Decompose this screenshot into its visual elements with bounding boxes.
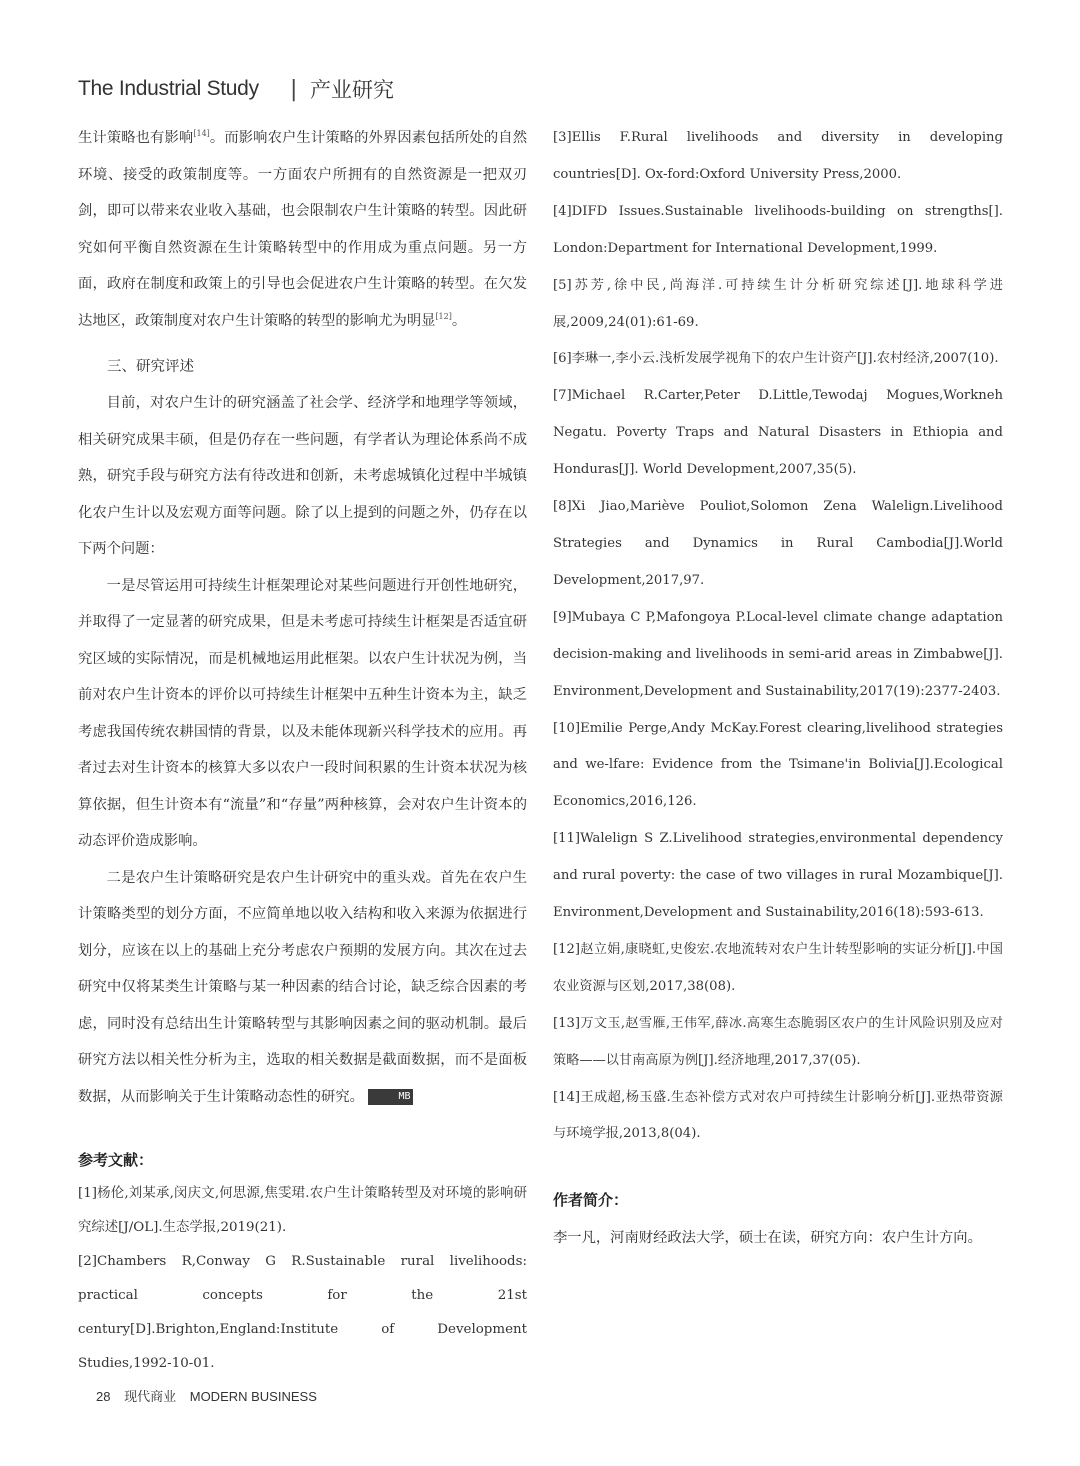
section-heading: 三、研究评述 — [107, 359, 194, 375]
reference-item: [4]DIFD Issues.Sustainable livelihoods-building on strengths[]. London:Department for International Development,1999. — [553, 203, 1003, 256]
paragraph-1-text-b: 。而影响农户生计策略的外界因素包括所处的自然环境、接受的政策制度等。一方面农户所拥有的自然资源是一把双刃剑，即可以带来农业收入基础，也会限制农户生计策略的转型。因此研究如何平衡自然资源在生计策略转型中的作用成为重点问题。另一方面，政府在制度和政策上的引导也会促进农户生计策略的转型。在欠发达地区，政策制度对农户生计策略的转型的影响尤为明显 — [78, 130, 528, 329]
reference-item: [9]Mubaya C P,Mafongoya P.Local-level climate change adaptation decision-making and livelihoods in semi-arid areas in Zimbabwe[J]. Environment,Development and Sustainability,2017(19):2377-2403. — [553, 609, 1003, 699]
page-number: 28 — [96, 1389, 111, 1404]
citation-12: [12] — [435, 311, 452, 321]
reference-item: [3]Ellis F.Rural livelihoods and diversity in developing countries[D]. Ox-ford:Oxford University Press,2000. — [553, 130, 1003, 182]
reference-item: [14]王成超,杨玉盛.生态补偿方式对农户可持续生计影响分析[J].亚热带资源与环境学报,2013,8(04). — [553, 1089, 1003, 1142]
header-separator: | — [290, 76, 298, 102]
reference-item: [8]Xi Jiao,Mariève Pouliot,Solomon Zena Walelign.Livelihood Strategies and Dynamics in Rural Cambodia[J].World Development,2017,97. — [553, 499, 1003, 588]
paragraph-4 — [78, 860, 527, 1116]
paragraph-3: 一是尽管运用可持续生计框架理论对某些问题进行开创性地研究，并取得了一定显著的研究成果，但是未考虑可持续生计框架是否适宜研究区域的实际情况，而是机械地运用此框架。以农户生计状况为例，当前对农户生计资本的评价以可持续生计框架中五种生计资本为主，缺乏考虑我国传统农耕国情的背景，以及未能体现新兴科学技术的应用。再者过去对生计资本的核算大多以农户一段时间积累的生计资本状况为核算依据，但生计资本有“流量”和“存量”两种核算，会对农户生计资本的动态评价造成影响。 — [78, 577, 527, 849]
reference-item: [7]Michael R.Carter,Peter D.Little,Tewodaj Mogues,Workneh Negatu. Poverty Traps and Natural Disasters in Ethiopia and Honduras[J]. World Development,2007,35(5). — [553, 388, 1003, 478]
page-footer — [96, 1386, 327, 1405]
author-bio-text: 李一凡，河南财经政法大学，硕士在读，研究方向：农户生计方向。 — [553, 1230, 982, 1247]
paragraph-4-text: 二是农户生计策略研究是农户生计研究中的重头戏。首先在农户生计策略类型的划分方面，不应简单地以收入结构和收入来源为依据进行划分，应该在以上的基础上充分考虑农户预期的发展方向。其次在过去研究中仅将某类生计策略与某一种因素的结合讨论，缺乏综合因素的考虑，同时没有总结出生计策略转型与其影响因素之间的驱动机制。最后研究方法以相关性分析为主，选取的相关数据是截面数据，而不是面板数据，从而影响关于生计策略动态性的研究。 — [78, 869, 527, 1105]
reference-item: [5]苏芳,徐中民,尚海洋.可持续生计分析研究综述[J].地球科学进展,2009,24(01):61-69. — [553, 277, 1003, 330]
reference-item: [12]赵立娟,康晓虹,史俊宏.农地流转对农户生计转型影响的实证分析[J].中国农业资源与区划,2017,38(08). — [553, 941, 1003, 994]
paragraph-2: 目前，对农户生计的研究涵盖了社会学、经济学和地理学等领域，相关研究成果丰硕，但是仍存在一些问题，有学者认为理论体系尚不成熟，研究手段与研究方法有待改进和创新，未考虑城镇化过程中半城镇化农户生计以及宏观方面等问题。除了以上提到的问题之外，仍存在以下两个问题： — [78, 395, 527, 557]
header-english-title: The Industrial Study — [78, 77, 259, 100]
journal-name-en: MODERN BUSINESS — [189, 1389, 317, 1404]
paragraph-1-text-a: 生计策略也有影响 — [78, 130, 194, 146]
paragraph-1 — [78, 120, 527, 339]
citation-14: [14] — [193, 129, 210, 139]
reference-item: [10]Emilie Perge,Andy McKay.Forest clearing,livelihood strategies and we-lfare: Evidence from the Tsimane'in Bolivia[J].Ecological Economics,2016,126. — [553, 720, 1003, 810]
references-title: 参考文献： — [78, 1151, 154, 1169]
reference-item: [1]杨伦,刘某承,闵庆文,何思源,焦雯珺.农户生计策略转型及对环境的影响研究综述[J/OL].生态学报,2019(21). — [78, 1186, 527, 1235]
running-header — [78, 74, 394, 104]
reference-item: [11]Walelign S Z.Livelihood strategies,environmental dependency and rural poverty: the case of two villages in rural Mozambique[J]. Environment,Development and Sustainability,2016(18):593-613. — [553, 831, 1003, 921]
left-column — [78, 120, 527, 1381]
reference-item: [13]万文玉,赵雪雁,王伟军,薛冰.高寒生态脆弱区农户的生计风险识别及应对策略——以甘南高原为例[J].经济地理,2017,37(05). — [553, 1015, 1003, 1068]
reference-item: [2]Chambers R,Conway G R.Sustainable rural livelihoods: practical concepts for the 21st century[D].Brighton,England:Institute of Development Studies,1992-10-01. — [78, 1254, 527, 1371]
mb-end-mark: MB — [368, 1089, 413, 1105]
paragraph-1-text-c: 。 — [451, 312, 467, 329]
author-bio-title: 作者简介： — [553, 1191, 629, 1210]
reference-item: [6]李琳一,李小云.浅析发展学视角下的农户生计资产[J].农村经济,2007(10). — [553, 351, 999, 367]
right-column — [553, 120, 1003, 1257]
journal-name-cn: 现代商业 — [124, 1389, 177, 1404]
header-chinese-title: 产业研究 — [310, 78, 394, 102]
